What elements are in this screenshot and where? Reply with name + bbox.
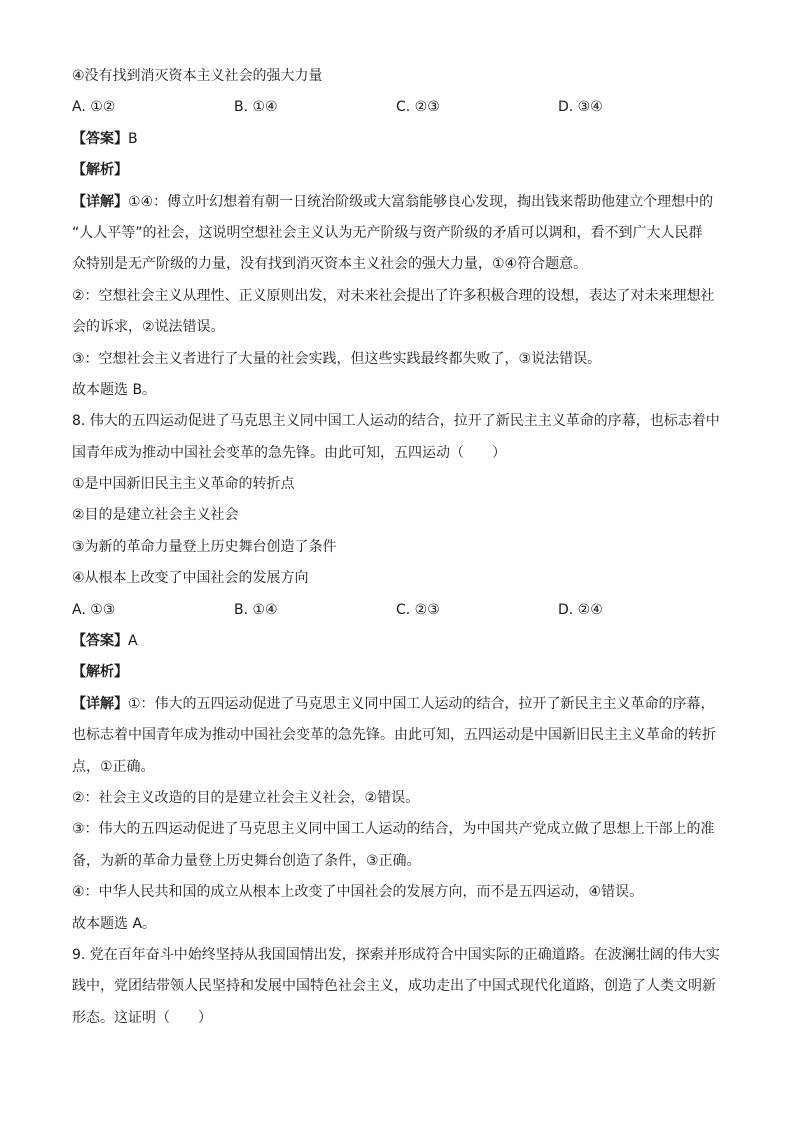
q7-options [72, 92, 724, 123]
q8-item-3: ③为新的革命力量登上历史舞台创造了条件 [72, 538, 337, 555]
q8-item-4: ④从根本上改变了中国社会的发展方向 [72, 570, 309, 587]
q8-options [72, 595, 724, 626]
q8-option-d: D. ②④ [558, 601, 603, 618]
q8-detail-text-1: ①：伟大的五四运动促进了马克思主义同中国工人运动的结合，拉开了新民主主义革命的序幕， [128, 695, 715, 712]
q7-detail-text-1: ①④：傅立叶幻想着有朝一日统治阶级或大富翁能够良心发现，掏出钱来帮助他建立个理想中的 [128, 193, 714, 210]
q7-answer-value: B [128, 130, 138, 147]
q7-analysis-label: 【解析】 [72, 162, 128, 179]
q8-point3-line-1: ③：伟大的五四运动促进了马克思主义同中国工人运动的结合，为中国共产党成立做了思想上干部上的准 [72, 821, 715, 838]
q8-answer [72, 626, 724, 657]
q7-point2-line-1: ②：空想社会主义从理性、正义原则出发，对未来社会提出了许多积极合理的设想，表达了对未来理想社 [72, 287, 715, 304]
q7-detail-label: 【详解】 [72, 193, 128, 210]
q8-stem-line-1: 8. 伟大的五四运动促进了马克思主义同中国工人运动的结合，拉开了新民主主义革命的序幕，也标志着中 [72, 413, 720, 430]
q9-stem-line-2: 践中，党团结带领人民坚持和发展中国特色社会主义，成功走出了中国式现代化道路，创造了人类文明新 [72, 978, 716, 995]
q8-answer-label: 【答案】 [72, 633, 128, 650]
q8-detail-line-1 [72, 689, 724, 720]
q8-point4: ④：中华人民共和国的成立从根本上改变了中国社会的发展方向，而不是五四运动，④错误。 [72, 884, 644, 901]
q8-conclusion: 故本题选 A。 [72, 915, 157, 932]
q9-stem-line-1: 9. 党在百年奋斗中始终坚持从我国国情出发，探索并形成符合中国实际的正确道路。在波澜壮阔的伟大实 [72, 946, 720, 963]
q7-answer [72, 124, 724, 155]
q8-point2: ②：社会主义改造的目的是建立社会主义社会，②错误。 [72, 789, 420, 806]
q8-option-c: C. ②③ [396, 601, 440, 618]
q7-option-c: C. ②③ [396, 99, 440, 116]
document-page [72, 61, 724, 1034]
q7-conclusion: 故本题选 B。 [72, 381, 157, 398]
q7-detail-line-3: 众特别是无产阶级的力量，没有找到消灭资本主义社会的强大力量，①④符合题意。 [72, 256, 588, 273]
q8-point3-line-2: 备，为新的革命力量登上历史舞台创造了条件，③正确。 [72, 852, 421, 869]
q8-detail-line-3: 点，①正确。 [72, 758, 155, 775]
q8-item-1: ①是中国新旧民主主义革命的转折点 [72, 476, 295, 493]
q8-analysis-label: 【解析】 [72, 664, 128, 681]
q8-detail-label: 【详解】 [72, 695, 128, 712]
q7-answer-label: 【答案】 [72, 130, 128, 147]
q8-option-a: A. ①③ [72, 601, 116, 618]
q8-option-b: B. ①④ [234, 601, 278, 618]
q7-point2-line-2: 会的诉求，②说法错误。 [72, 319, 225, 336]
q7-point3: ③：空想社会主义者进行了大量的社会实践，但这些实践最终都失败了，③说法错误。 [72, 350, 602, 367]
q7-detail-line-1 [72, 187, 724, 218]
q8-answer-value: A [128, 633, 138, 650]
q8-detail-line-2: 也标志着中国青年成为推动中国社会变革的急先锋。由此可知，五四运动是中国新旧民主主义革命的转折 [72, 727, 716, 744]
q8-item-2: ②目的是建立社会主义社会 [72, 507, 239, 524]
q7-option-a: A. ①② [72, 99, 116, 116]
q7-option-d: D. ③④ [558, 99, 603, 116]
q7-item-4: ④没有找到消灭资本主义社会的强大力量 [72, 68, 323, 84]
q7-detail-line-2: “人人平等”的社会，这说明空想社会主义认为无产阶级与资产阶级的矛盾可以调和，看不到广大人民群 [72, 224, 703, 241]
q8-stem-line-2: 国青年成为推动中国社会变革的急先锋。由此可知，五四运动（ ） [72, 444, 506, 461]
q9-stem-line-3: 形态。这证明（ ） [72, 1009, 212, 1026]
q7-option-b: B. ①④ [234, 99, 278, 116]
